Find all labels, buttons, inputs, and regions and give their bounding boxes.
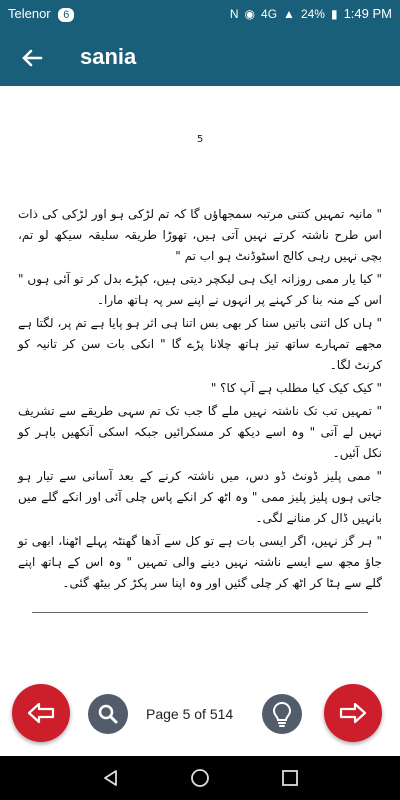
nav-recents-button[interactable]	[278, 766, 302, 790]
page-text	[18, 204, 382, 596]
next-page-button[interactable]	[324, 684, 382, 742]
page-number: 5	[196, 134, 204, 145]
carrier-name: Telenor	[8, 6, 51, 21]
back-button[interactable]	[16, 42, 48, 74]
circle-home-icon	[190, 768, 210, 788]
status-right	[230, 6, 392, 21]
system-nav-bar	[0, 756, 400, 800]
page-divider	[32, 612, 368, 613]
paragraph: " ہر گز نہیں، اگر ایسی بات ہے تو کل سے آدھا گھنٹہ پہلے اٹھنا، ابھی تو جاؤ مجھ سے ایسے ناشتہ نہیں دینے والی تمہیں " وہ اس کے ہاتھ اپنے گلے سے ہٹا کر اٹھ کر چلی گئیں اور وہ اپنا سر پکڑ کر بیٹھ گئی۔	[18, 534, 382, 590]
app-title: sania	[80, 44, 137, 69]
network-type: 4G	[261, 6, 278, 21]
paragraph: " کیا یار ممی روزانہ ایک ہی لیکچر دیتی ہیں، کپڑے بدل کر تو آئی ہوں " اس کے منہ بنا کر کہنے پر انہوں نے اپنے سر پہ ہاتھ مارا۔	[18, 272, 382, 307]
paragraph: " ممی پلیز ڈونٹ ڈو دس، میں ناشتہ کرنے کے بعد آسانی سے تیار ہو جاتی ہوں پلیز پلیز ممی " وہ اٹھ کر انکے پاس چلی آئی اور انکے گلے میں بانہیں ڈال کر منانے لگی۔	[18, 469, 382, 525]
arrow-right-icon	[338, 701, 368, 725]
page-indicator: Page 5 of 514	[146, 706, 234, 722]
carrier	[8, 6, 74, 22]
signal-icon: ▲	[283, 6, 295, 21]
paragraph: " کیک کیک کیا مطلب ہے آپ کا؟ "	[210, 381, 382, 395]
arrow-left-icon	[26, 701, 56, 725]
triangle-back-icon	[102, 769, 120, 787]
paragraph: " تمہیں تب تک ناشتہ نہیں ملے گا جب تک تم سہی طریقے سے تشریف نہیں لے آتی " وہ اسے دیکھ کر مسکرائیں جبکہ اسکی آنکھیں باہر کو نکل آئیں۔	[18, 404, 382, 460]
notification-count-badge: 6	[58, 8, 74, 22]
search-button[interactable]	[88, 694, 128, 734]
search-icon	[97, 703, 119, 725]
paragraph: " ہاں کل اتنی باتیں سنا کر بھی بس اتنا ہی اثر ہو پایا ہے تم پر، لگتا ہے مجھے تمہارے ساتھ تیز ہاتھ چلانا پڑے گا " انکی بات سن کر تانیہ کو کرنٹ لگا۔	[18, 316, 382, 372]
previous-page-button[interactable]	[12, 684, 70, 742]
clock: 1:49 PM	[343, 6, 392, 21]
back-arrow-icon	[21, 47, 43, 69]
nav-home-button[interactable]	[188, 766, 212, 790]
lightbulb-icon	[272, 701, 292, 727]
status-bar	[0, 0, 400, 28]
battery-icon: ▮	[330, 6, 338, 21]
reader-controls	[0, 670, 400, 756]
square-recents-icon	[281, 769, 299, 787]
nav-back-button[interactable]	[99, 766, 123, 790]
eye-icon: ◉	[244, 6, 256, 21]
app-bar	[0, 28, 400, 86]
reader-page	[0, 86, 400, 670]
battery-level: 24%	[300, 6, 325, 21]
paragraph: " مانیہ تمہیں کتنی مرتبہ سمجھاؤں گا کہ تم لڑکی ہو اور لڑکی کی ذات اس طرح ناشتہ کرتے نہیں آتی ہیں، تھوڑا طریقہ سلیقہ سیکھ لو تم، بچی نہیں رہی کالج اسٹوڈنٹ ہو اب تم "	[18, 207, 382, 263]
brightness-button[interactable]	[262, 694, 302, 734]
nfc-icon: N	[229, 6, 239, 21]
